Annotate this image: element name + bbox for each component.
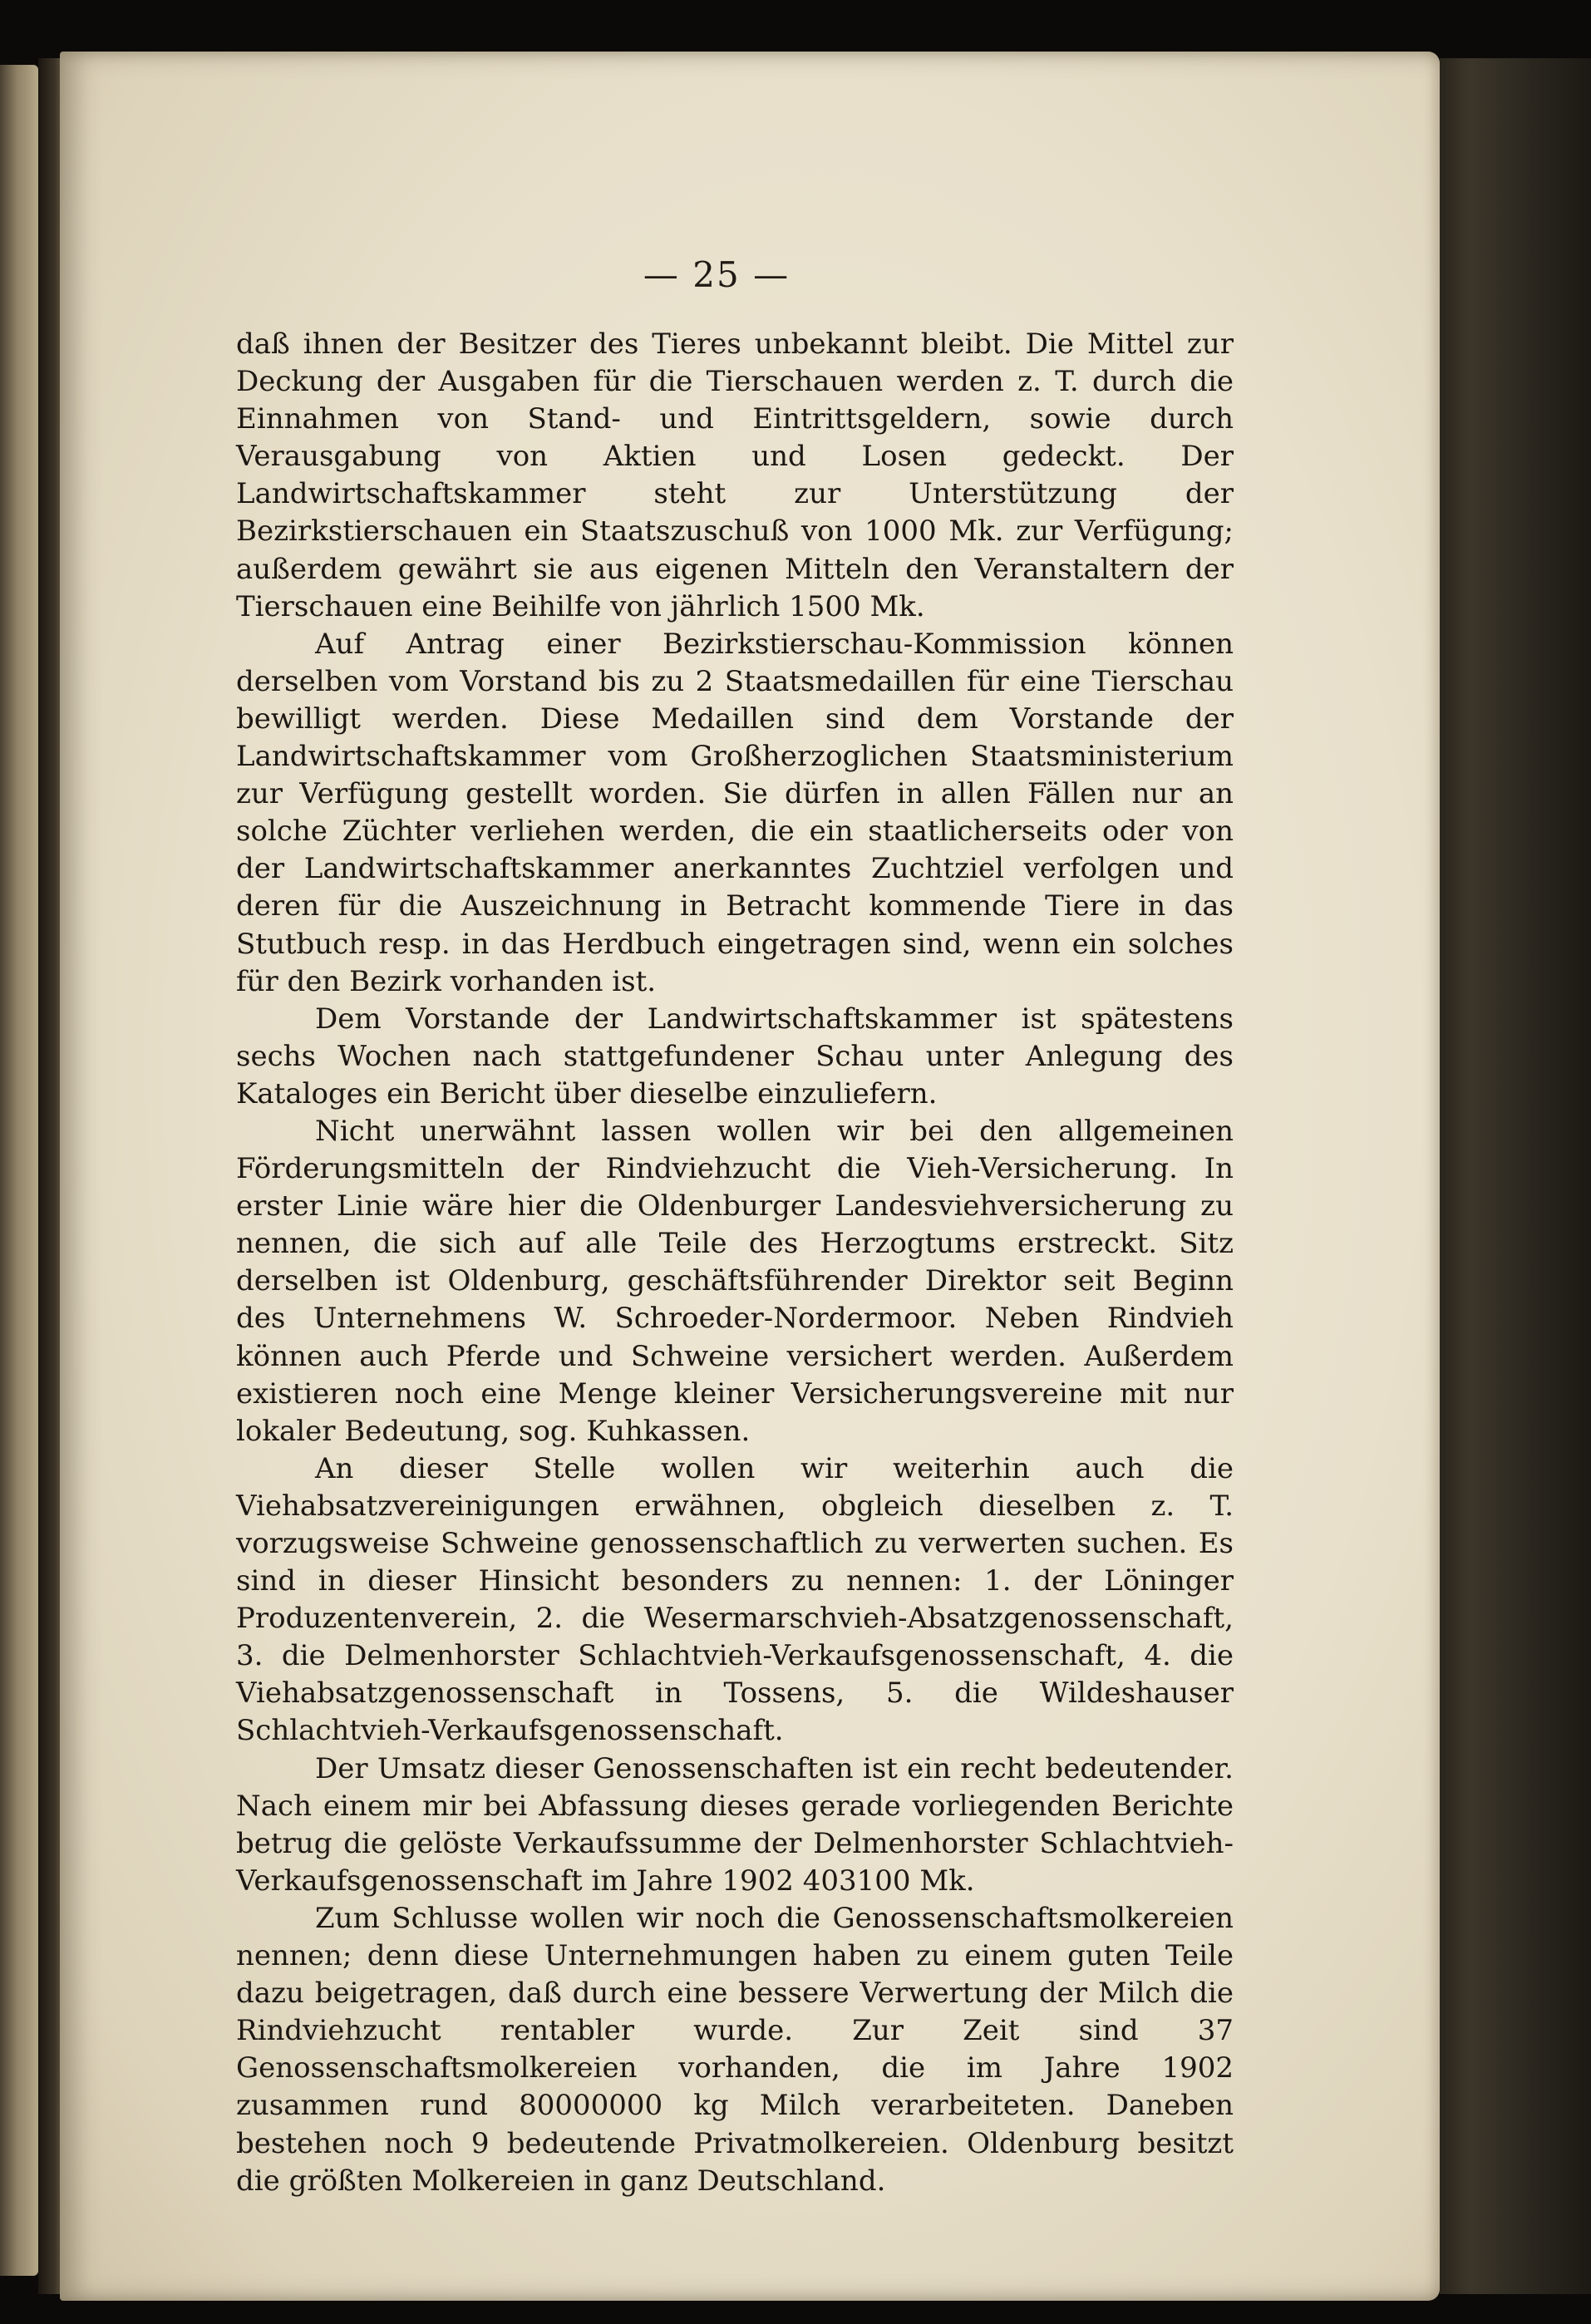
body-text (236, 326, 1234, 2200)
paragraph: Dem Vorstande der Landwirtschaftskammer ist spätestens sechs Wochen nach stattgefundener Schau unter Anlegung des Kataloges ein Bericht über dieselbe einzuliefern. (236, 1002, 1234, 1110)
paragraph: Auf Antrag einer Bezirkstierschau-Kommission können derselben vom Vorstand bis zu 2 Staatsmedaillen für eine Tierschau bewilligt werden. Diese Medaillen sind dem Vorstande der Landwirtschaftskammer vom Großherzoglichen Staatsministerium zur Verfügung gestellt worden. Sie dürfen in allen Fällen nur an solche Züchter verliehen werden, die ein staatlicherseits oder von der Landwirtschaftskammer anerkanntes Zuchtziel verfolgen und deren für die Auszeichnung in Betracht kommende Tiere in das Stutbuch resp. in das Herdbuch eingetragen sind, wenn ein solches für den Bezirk vorhanden ist. (236, 627, 1234, 998)
paragraph: daß ihnen der Besitzer des Tieres unbekannt bleibt. Die Mittel zur Deckung der Ausgaben für die Tierschauen werden z. T. durch die Einnahmen von Stand- und Eintrittsgeldern, sowie durch Verausgabung von Aktien und Losen gedeckt. Der Landwirtschaftskammer steht zur Unterstützung der Bezirkstierschauen ein Staatszuschuß von 1000 Mk. zur Verfügung; außerdem gewährt sie aus eigenen Mitteln den Veranstaltern der Tierschauen eine Beihilfe von jährlich 1500 Mk. (236, 327, 1234, 623)
paragraph: Nicht unerwähnt lassen wollen wir bei den allgemeinen Förderungsmitteln der Rindviehzucht die Vieh-Versicherung. In erster Linie wäre hier die Oldenburger Landesviehversicherung zu nennen, die sich auf alle Teile des Herzogtums erstreckt. Sitz derselben ist Oldenburg, geschäftsführender Direktor seit Beginn des Unternehmens W. Schroeder-Nordermoor. Neben Rindvieh können auch Pferde und Schweine versichert werden. Außerdem existieren noch eine Menge kleiner Versicherungsvereine mit nur lokaler Bedeutung, sog. Kuhkassen. (236, 1114, 1234, 1448)
left-page-edge (0, 65, 38, 2276)
book-binding (1440, 58, 1591, 2294)
paragraph: Zum Schlusse wollen wir noch die Genossenschaftsmolkereien nennen; denn diese Unternehmungen haben zu einem guten Teile dazu beigetragen, daß durch eine bessere Verwertung der Milch die Rindviehzucht rentabler wurde. Zur Zeit sind 37 Genossenschaftsmolkereien vorhanden, die im Jahre 1902 zusammen rund 80000000 kg Milch verarbeiteten. Daneben bestehen noch 9 bedeutende Privatmolkereien. Oldenburg besitzt die größten Molkereien in ganz Deutschland. (236, 1901, 1234, 2198)
book-gutter (38, 58, 62, 2294)
paragraph: An dieser Stelle wollen wir weiterhin auch die Viehabsatzvereinigungen erwähnen, obgleich dieselben z. T. vorzugsweise Schweine genossenschaftlich zu verwerten suchen. Es sind in dieser Hinsicht besonders zu nennen: 1. der Löninger Produzentenverein, 2. die Wesermarschvieh-Absatzgenossenschaft, 3. die Delmenhorster Schlachtvieh-Verkaufsgenossenschaft, 4. die Viehabsatzgenossenschaft in Tossens, 5. die Wildeshauser Schlachtvieh-Verkaufsgenossenschaft. (236, 1451, 1234, 1748)
book-page (60, 52, 1440, 2301)
page-number: — 25 — (643, 254, 791, 295)
paragraph: Der Umsatz dieser Genossenschaften ist ein recht bedeutender. Nach einem mir bei Abfassung dieses gerade vorliegenden Berichte betrug die gelöste Verkaufssumme der Delmenhorster Schlachtvieh-Verkaufsgenossenschaft im Jahre 1902 403100 Mk. (236, 1751, 1234, 1898)
